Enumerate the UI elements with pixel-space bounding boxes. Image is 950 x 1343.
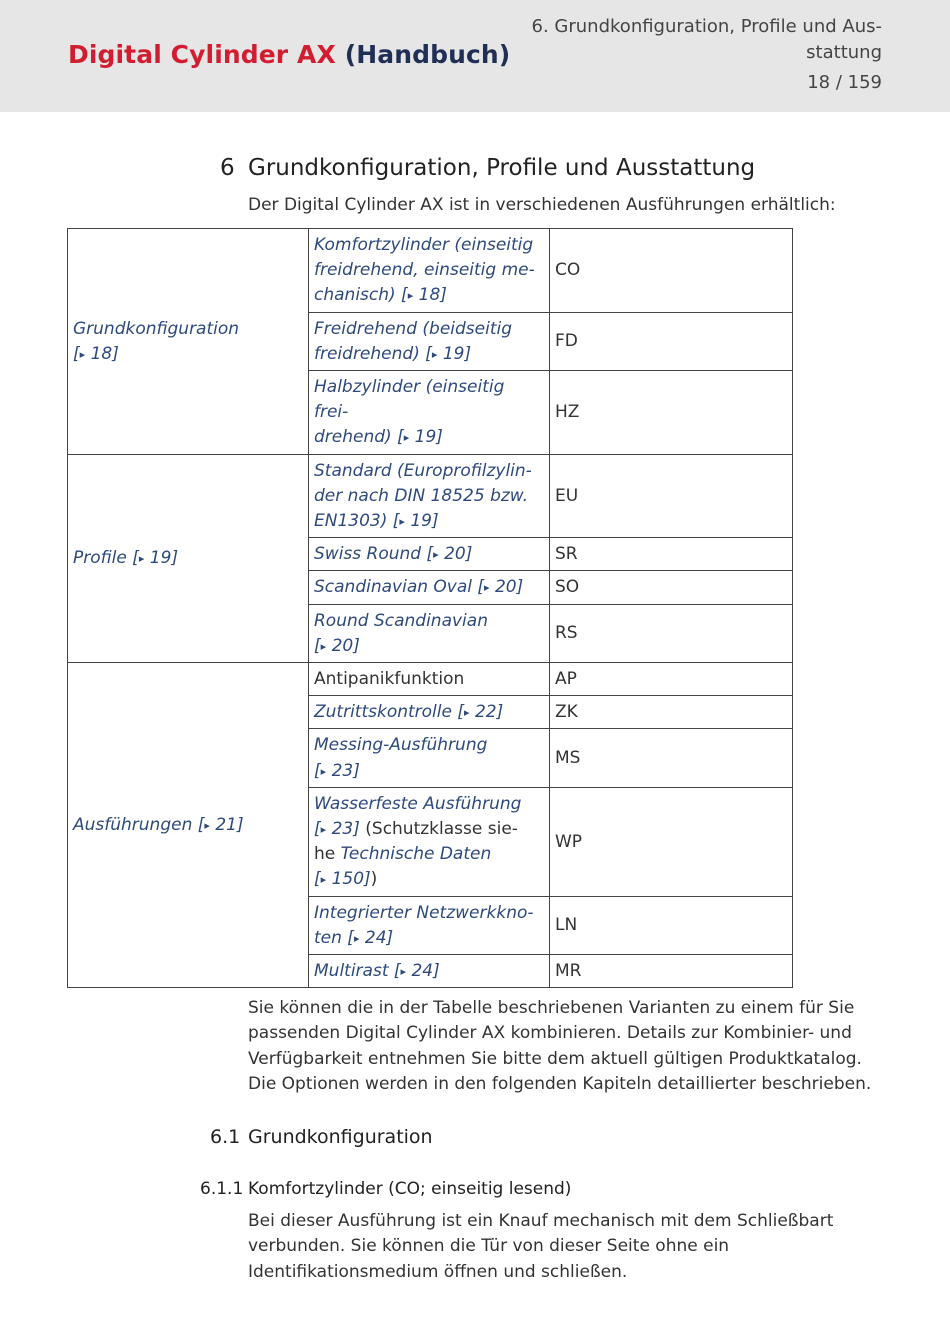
page-number: 18 / 159: [807, 72, 882, 93]
variant-link[interactable]: Messing-Ausführung [▸ 23]: [314, 735, 488, 781]
brand-suffix: (Handbuch): [344, 40, 511, 69]
variant-cell: [309, 696, 550, 729]
triangle-right-icon: ▸: [403, 431, 410, 445]
triangle-right-icon: ▸: [79, 347, 86, 361]
triangle-right-icon: ▸: [399, 515, 405, 529]
code-cell: CO: [550, 229, 793, 313]
triangle-right-icon: ▸: [484, 581, 490, 595]
triangle-right-icon: ▸: [204, 819, 210, 833]
code-cell: SR: [550, 538, 793, 571]
chapter-line-1: 6. Grundkonfiguration, Profile und Aus-: [531, 16, 882, 37]
code-cell: AP: [550, 663, 793, 696]
code-cell: MR: [550, 955, 793, 988]
section-intro: Der Digital Cylinder AX ist in verschiedenen Ausführungen erhältlich:: [248, 195, 836, 215]
triangle-right-icon: ▸: [138, 552, 145, 566]
variant-link[interactable]: Wasserfeste Ausführung [▸ 23]: [314, 793, 522, 840]
subsubsection-paragraph: Bei dieser Ausführung ist ein Knauf mechanisch mit dem Schließbart verbunden. Sie können die Tür von dieser Seite ohne ein Identifikationsmedium öffnen und schließen.: [248, 1211, 834, 1282]
variant-note: (Schutzklasse sie-: [365, 819, 518, 840]
code-cell: EU: [550, 454, 793, 538]
chapter-line-2: stattung: [806, 42, 882, 63]
variant-cell: Antipanikfunktion: [309, 663, 550, 696]
triangle-right-icon: ▸: [320, 873, 327, 887]
brand-product: Digital Cylinder AX: [68, 40, 336, 69]
variant-cell: [309, 538, 550, 571]
triangle-right-icon: ▸: [433, 548, 439, 562]
variant-cell: [309, 896, 550, 954]
category-cell: [68, 229, 309, 455]
code-cell: LN: [550, 896, 793, 954]
subsubsection-title: Komfortzylinder (CO; einseitig lesend): [248, 1179, 572, 1199]
variant-link[interactable]: Komfortzylinder (einseitig freidrehend, einseitig me- chanisch) [▸ 18]: [314, 235, 535, 306]
variant-link[interactable]: Integrierter Netzwerkkno- ten [▸ 24]: [314, 902, 534, 948]
running-chapter-title: [522, 14, 882, 66]
table-row: [68, 229, 793, 313]
triangle-right-icon: ▸: [320, 823, 327, 837]
variant-cell: [309, 312, 550, 370]
category-link[interactable]: Grundkonfiguration [▸ 18]: [73, 318, 240, 364]
variant-link[interactable]: Zutrittskontrolle [▸ 22]: [314, 702, 504, 723]
category-link[interactable]: Ausführungen [▸ 21]: [73, 815, 244, 836]
variant-cell: [309, 571, 550, 604]
subsection-title: Grundkonfiguration: [248, 1126, 433, 1148]
category-cell: [68, 663, 309, 988]
code-cell: HZ: [550, 371, 793, 455]
code-cell: ZK: [550, 696, 793, 729]
variant-link[interactable]: Halbzylinder (einseitig frei- drehend) [▸ 19]: [314, 377, 505, 448]
code-cell: WP: [550, 787, 793, 896]
category-cell: [68, 454, 309, 662]
category-link[interactable]: Profile [▸ 19]: [73, 548, 179, 569]
triangle-right-icon: ▸: [320, 639, 327, 653]
variant-cell: [309, 604, 550, 662]
variants-table: [67, 228, 793, 988]
code-cell: SO: [550, 571, 793, 604]
table-row: [68, 454, 793, 538]
variant-link[interactable]: Scandinavian Oval [▸ 20]: [314, 577, 524, 598]
triangle-right-icon: ▸: [320, 764, 327, 778]
outro-paragraph: Sie können die in der Tabelle beschriebenen Varianten zu einem für Sie passenden Digital Cylinder AX kombinieren. Details zur Kombinier- und Verfügbarkeit entnehmen Sie bitte dem aktuell gültigen Produktkatalog. Die Optionen werden in den folgenden Kapiteln detaillierter beschrieben.: [248, 998, 872, 1095]
variant-cell: [309, 729, 550, 787]
variant-cell: [309, 371, 550, 455]
page-header: [0, 0, 950, 112]
code-cell: RS: [550, 604, 793, 662]
code-cell: MS: [550, 729, 793, 787]
variant-link[interactable]: Freidrehend (beidseitig freidrehend) [▸ 19]: [314, 318, 513, 364]
variant-cell: [309, 454, 550, 538]
subsection-number: 6.1: [210, 1126, 241, 1148]
triangle-right-icon: ▸: [464, 706, 470, 720]
variant-cell: Wasserfeste Ausführung [▸ 23] (Schutzklasse sie- he Technische Daten [▸ 150]): [309, 787, 550, 896]
section-title: Grundkonfiguration, Profile und Ausstattung: [248, 155, 756, 181]
triangle-right-icon: ▸: [353, 931, 360, 945]
specs-link[interactable]: Technische Daten [▸ 150]: [314, 844, 492, 890]
section-number: 6: [220, 155, 235, 181]
variant-cell: [309, 229, 550, 313]
table-row: [68, 663, 793, 696]
variant-cell: [309, 955, 550, 988]
variant-link[interactable]: Multirast [▸ 24]: [314, 961, 440, 982]
code-cell: FD: [550, 312, 793, 370]
triangle-right-icon: ▸: [407, 289, 414, 303]
variant-link[interactable]: Standard (Europrofilzylin- der nach DIN 18525 bzw. EN1303) [▸ 19]: [314, 460, 532, 532]
variant-note-cont: he: [314, 844, 336, 865]
triangle-right-icon: ▸: [431, 347, 438, 361]
document-brand: [68, 40, 510, 69]
subsubsection-number: 6.1.1: [200, 1179, 244, 1199]
variant-link[interactable]: Swiss Round [▸ 20]: [314, 544, 473, 565]
variant-link[interactable]: Round Scandinavian [▸ 20]: [314, 610, 488, 656]
triangle-right-icon: ▸: [400, 965, 407, 979]
